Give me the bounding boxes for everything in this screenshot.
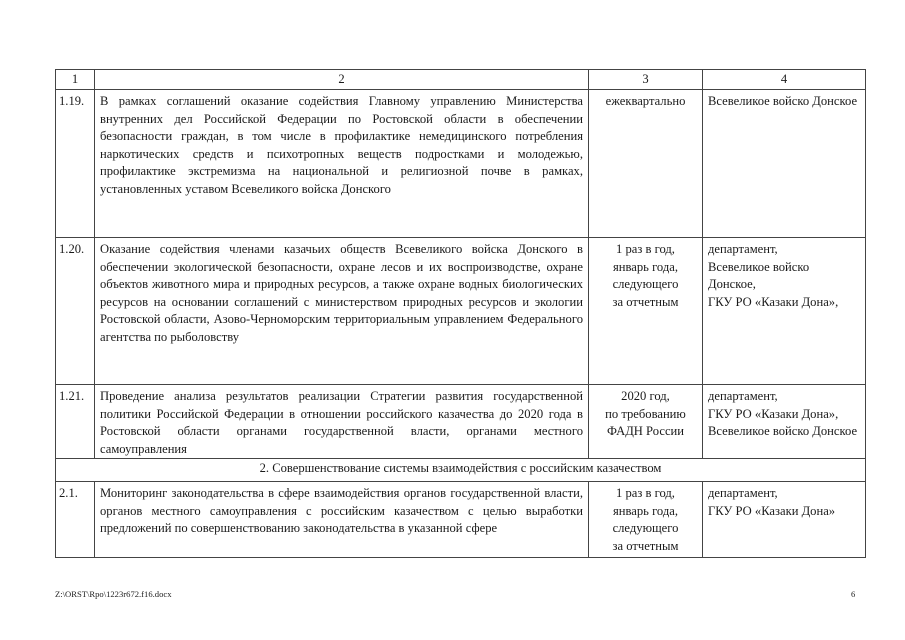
row-description: Проведение анализа результатов реализации Стратегии развития государственной политики Российской Федерации в отношении российского казачества до 2020 года в Ростовской области органами государственной власти, органами местного самоуправления: [95, 385, 589, 459]
responsible-line: Всевеликое войско Донское: [708, 424, 858, 439]
measures-table: [55, 69, 866, 558]
period-line: 1 раз в год,: [616, 242, 675, 256]
footer-file-path: Z:\ORST\Rpo\1223r672.f16.docx: [55, 589, 172, 599]
header-cell: 1: [56, 70, 95, 90]
row-period: [589, 238, 703, 385]
responsible-line: ГКУ РО «Казаки Дона»: [708, 503, 836, 518]
header-cell: 2: [95, 70, 589, 90]
period-line: январь года,: [612, 503, 679, 518]
row-description: Оказание содействия членами казачьих обществ Всевеликого войска Донского в обеспечении экологической безопасности, охране лесов и их воспроизводстве, охране объектов животного мира и природных ресурсов, а также охране водных биологических ресурсов на основании соглашений с министерством природных ресурсов и экологии Ростовской области, Азово-Черноморским территориальным управлением Федерального агентства по рыболовству: [95, 238, 589, 385]
period-line: 2020 год,: [621, 389, 670, 403]
row-responsible: [703, 90, 866, 238]
row-number: 1.19.: [56, 90, 95, 238]
row-number: 2.1.: [56, 481, 95, 557]
responsible-line: департамент,: [708, 485, 778, 500]
period-line: январь года,: [612, 259, 679, 274]
period-line: следующего: [612, 277, 679, 292]
section-title: 2. Совершенствование системы взаимодействия с российским казачеством: [56, 459, 866, 482]
row-period: [589, 90, 703, 238]
period-line: за отчетным: [612, 294, 679, 309]
row-description: В рамках соглашений оказание содействия Главному управлению Министерства внутренних дел Российской Федерации по Ростовской области в обеспечении безопасности граждан, в том числе в профилактике немедицинского потребления наркотических средств и психотропных веществ подростками и молодежью, профилактике экстремизма на национальной и религиозной почве в рамках, установленных уставом Всевеликого войска Донского: [95, 90, 589, 238]
period-line: следующего: [612, 521, 679, 536]
row-responsible: [703, 481, 866, 557]
period-line: 1 раз в год,: [616, 485, 675, 500]
row-responsible: [703, 385, 866, 459]
responsible-line: ГКУ РО «Казаки Дона»,: [708, 294, 839, 309]
period-line: ФАДН России: [606, 424, 685, 439]
period-line: ежеквартально: [605, 94, 686, 108]
period-line: по требованию: [605, 406, 686, 421]
row-number: 1.20.: [56, 238, 95, 385]
table-row: [56, 385, 866, 459]
row-number: 1.21.: [56, 385, 95, 459]
header-cell: 3: [589, 70, 703, 90]
section-header-row: [56, 459, 866, 482]
row-responsible: [703, 238, 866, 385]
period-line: за отчетным: [612, 538, 679, 553]
table-row: [56, 481, 866, 557]
table-header-row: [56, 70, 866, 90]
header-cell: 4: [703, 70, 866, 90]
row-period: [589, 385, 703, 459]
responsible-line: Всевеликое войско Донское: [708, 94, 858, 108]
responsible-line: Всевеликое войско Донское,: [708, 259, 810, 292]
responsible-line: департамент,: [708, 389, 778, 403]
responsible-line: департамент,: [708, 242, 778, 256]
row-description: Мониторинг законодательства в сфере взаимодействия органов государственной власти, органов местного самоуправления с российским казачеством с целью выработки предложений по совершенствованию законодательства в указанной сфере: [95, 481, 589, 557]
row-period: [589, 481, 703, 557]
table-row: [56, 238, 866, 385]
footer-page-number: 6: [851, 589, 856, 599]
table-row: [56, 90, 866, 238]
responsible-line: ГКУ РО «Казаки Дона»,: [708, 406, 839, 421]
